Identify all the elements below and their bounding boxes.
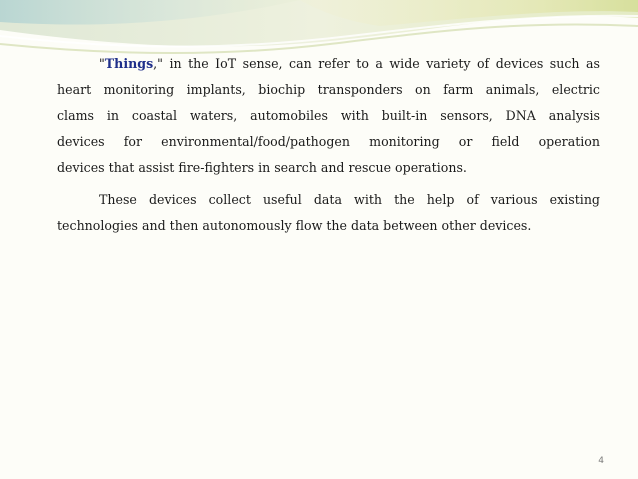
paragraph1-line1-rest: ," in the IoT sense, can refer to a wide variety of devices such as (153, 56, 600, 71)
paragraph2-line2: technologies and then autonomously flow the data between other devices. (57, 218, 532, 233)
quote-open: " (99, 56, 105, 71)
slide-body (57, 51, 600, 239)
paragraph-things-definition (57, 51, 600, 181)
paragraph2-line1 (57, 187, 600, 213)
things-highlight: Things (104, 56, 154, 71)
paragraph2-line1-text: These devices collect useful data with the help of various existing (99, 192, 600, 207)
paragraph1-line5: devices that assist fire-fighters in search and rescue operations. (57, 160, 467, 175)
paragraph1-line4: devices for environmental/food/pathogen monitoring or field operation (57, 134, 600, 149)
page-number: 4 (598, 456, 604, 466)
paragraph1-line3: clams in coastal waters, automobiles with built-in sensors, DNA analysis (57, 108, 600, 123)
paragraph1-line1 (57, 51, 600, 77)
paragraph1-line2: heart monitoring implants, biochip transponders on farm animals, electric (57, 82, 600, 97)
paragraph-devices-data (57, 187, 600, 239)
